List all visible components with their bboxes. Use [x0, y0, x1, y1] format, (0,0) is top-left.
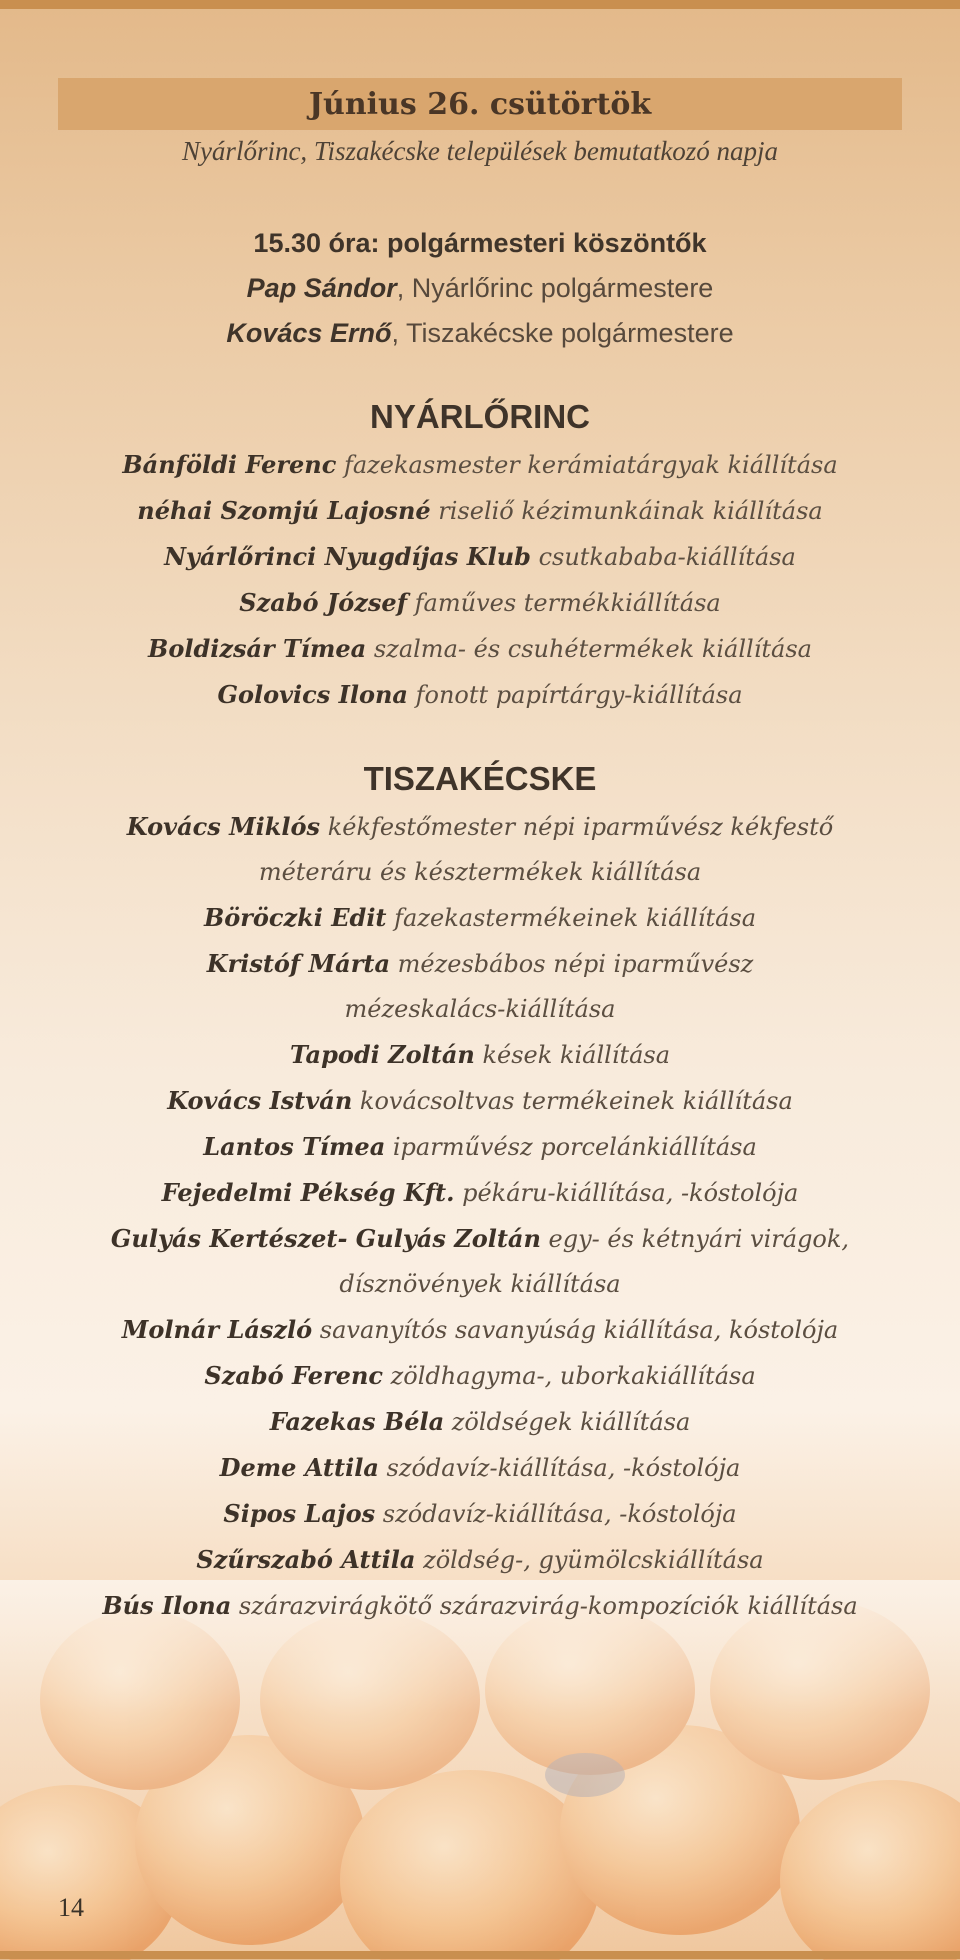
- exhibitor-line: [58, 534, 902, 580]
- apricot-background-image: [0, 1580, 960, 1960]
- exhibitor-line: [58, 1583, 902, 1629]
- exhibitor-line: [58, 1124, 902, 1170]
- speaker-name: Kovács Ernő: [226, 318, 392, 348]
- program-content: [58, 78, 902, 1629]
- exhibitor-line: [58, 1491, 902, 1537]
- exhibitor-desc: zöldhagyma-, uborkakiállítása: [383, 1362, 756, 1390]
- exhibitor-desc: fazekastermékeinek kiállítása: [386, 904, 757, 932]
- exhibitor-desc-continued: méteráru és késztermékek kiállítása: [258, 858, 702, 886]
- exhibitor-line: [58, 488, 902, 534]
- exhibitor-desc: mézesbábos népi iparművész: [390, 950, 754, 978]
- exhibitor-desc: savanyítós savanyúság kiállítása, kóstolója: [312, 1316, 839, 1344]
- section-title-nyarlorinc: NYÁRLŐRINC: [370, 398, 590, 435]
- exhibitor-desc-continued: dísznövények kiállítása: [339, 1270, 621, 1298]
- bottom-border: [0, 1951, 960, 1959]
- speaker-name: Pap Sándor: [246, 273, 397, 303]
- exhibitor-line: [58, 1399, 902, 1445]
- exhibitor-name: Gulyás Kertészet- Gulyás Zoltán: [110, 1224, 541, 1253]
- exhibitor-name: Fejedelmi Pékség Kft.: [161, 1178, 455, 1207]
- exhibitor-desc: egy- és kétnyári virágok,: [540, 1225, 850, 1253]
- exhibitor-line: [58, 804, 902, 850]
- exhibitor-desc: csutkababa-kiállítása: [530, 543, 796, 571]
- exhibitor-name: Bús Ilona: [102, 1591, 232, 1620]
- exhibitor-name: néhai Szomjú Lajosné: [137, 496, 431, 525]
- exhibitor-line: [58, 1170, 902, 1216]
- speaker-line: [58, 311, 902, 356]
- exhibitor-desc: kések kiállítása: [474, 1041, 671, 1069]
- exhibitor-name: Kristóf Márta: [206, 949, 391, 978]
- speaker-line: [58, 266, 902, 311]
- exhibitor-line: [58, 1445, 902, 1491]
- date-title: Június 26. csütörtök: [308, 86, 652, 122]
- exhibitor-desc: pékáru-kiállítása, -kóstolója: [454, 1179, 799, 1207]
- section-title-tiszakecske: TISZAKÉCSKE: [363, 760, 597, 797]
- exhibitor-name: Deme Attila: [219, 1453, 379, 1482]
- exhibitor-desc: szárazvirágkötő szárazvirág-kompozíciók kiállítása: [231, 1592, 858, 1620]
- exhibitor-name: Kovács István: [167, 1086, 353, 1115]
- exhibitor-line: [58, 580, 902, 626]
- day-subtitle: Nyárlőrinc, Tiszakécske települések bemutatkozó napja: [181, 136, 779, 166]
- exhibitor-desc: riseliő kézimunkáinak kiállítása: [430, 497, 823, 525]
- exhibitor-name: Golovics Ilona: [217, 680, 408, 709]
- top-border: [0, 0, 960, 9]
- exhibitor-desc: iparművész porcelánkiállítása: [385, 1133, 757, 1161]
- greetings-title: 15.30 óra: polgármesteri köszöntők: [253, 228, 707, 258]
- exhibitor-desc: fonott papírtárgy-kiállítása: [407, 681, 743, 709]
- exhibitor-name: Nyárlőrinci Nyugdíjas Klub: [164, 542, 531, 571]
- exhibitor-desc-continued: mézeskalács-kiállítása: [344, 995, 616, 1023]
- exhibitor-name: Sipos Lajos: [223, 1499, 376, 1528]
- exhibitor-name: Lantos Tímea: [203, 1132, 386, 1161]
- exhibitor-name: Boldizsár Tímea: [148, 634, 367, 663]
- exhibitor-line: [58, 1307, 902, 1353]
- exhibitor-name: Szűrszabó Attila: [196, 1545, 416, 1574]
- exhibitor-line: [58, 895, 902, 941]
- exhibitor-name: Böröczki Edit: [203, 903, 387, 932]
- exhibitor-line: [58, 1216, 902, 1262]
- exhibitor-name: Bánföldi Ferenc: [122, 450, 337, 479]
- date-header: [58, 78, 902, 130]
- exhibitor-desc: zöldség-, gyümölcskiállítása: [415, 1546, 764, 1574]
- exhibitor-line: [58, 626, 902, 672]
- exhibitor-line: [58, 442, 902, 488]
- exhibitor-name: Kovács Miklós: [126, 812, 321, 841]
- exhibitor-name: Szabó Ferenc: [204, 1361, 384, 1390]
- exhibitor-desc: faműves termékkiállítása: [407, 589, 721, 617]
- exhibitor-line: [58, 1353, 902, 1399]
- exhibitor-line: [58, 1032, 902, 1078]
- exhibitor-name: Fazekas Béla: [269, 1407, 445, 1436]
- exhibitor-desc: fazekasmester kerámiatárgyak kiállítása: [336, 451, 838, 479]
- speaker-role: , Nyárlőrinc polgármestere: [396, 273, 714, 303]
- speaker-role: , Tiszakécske polgármestere: [391, 318, 734, 348]
- exhibitor-desc: zöldségek kiállítása: [444, 1408, 691, 1436]
- exhibitor-desc: kékfestőmester népi iparművész kékfestő: [320, 813, 834, 841]
- exhibitor-desc: kovácsoltvas termékeinek kiállítása: [352, 1087, 793, 1115]
- exhibitor-name: Szabó József: [239, 588, 408, 617]
- exhibitor-line: [58, 1078, 902, 1124]
- exhibitor-line: [58, 672, 902, 718]
- page-number: 14: [58, 1893, 84, 1922]
- exhibitor-desc: szalma- és csuhétermékek kiállítása: [366, 635, 812, 663]
- exhibitor-line: [58, 941, 902, 987]
- exhibitor-name: Tapodi Zoltán: [289, 1040, 475, 1069]
- exhibitor-desc: szódavíz-kiállítása, -kóstolója: [378, 1454, 741, 1482]
- exhibitor-desc: szódavíz-kiállítása, -kóstolója: [375, 1500, 737, 1528]
- exhibitor-line: [58, 1537, 902, 1583]
- exhibitor-name: Molnár László: [121, 1315, 313, 1344]
